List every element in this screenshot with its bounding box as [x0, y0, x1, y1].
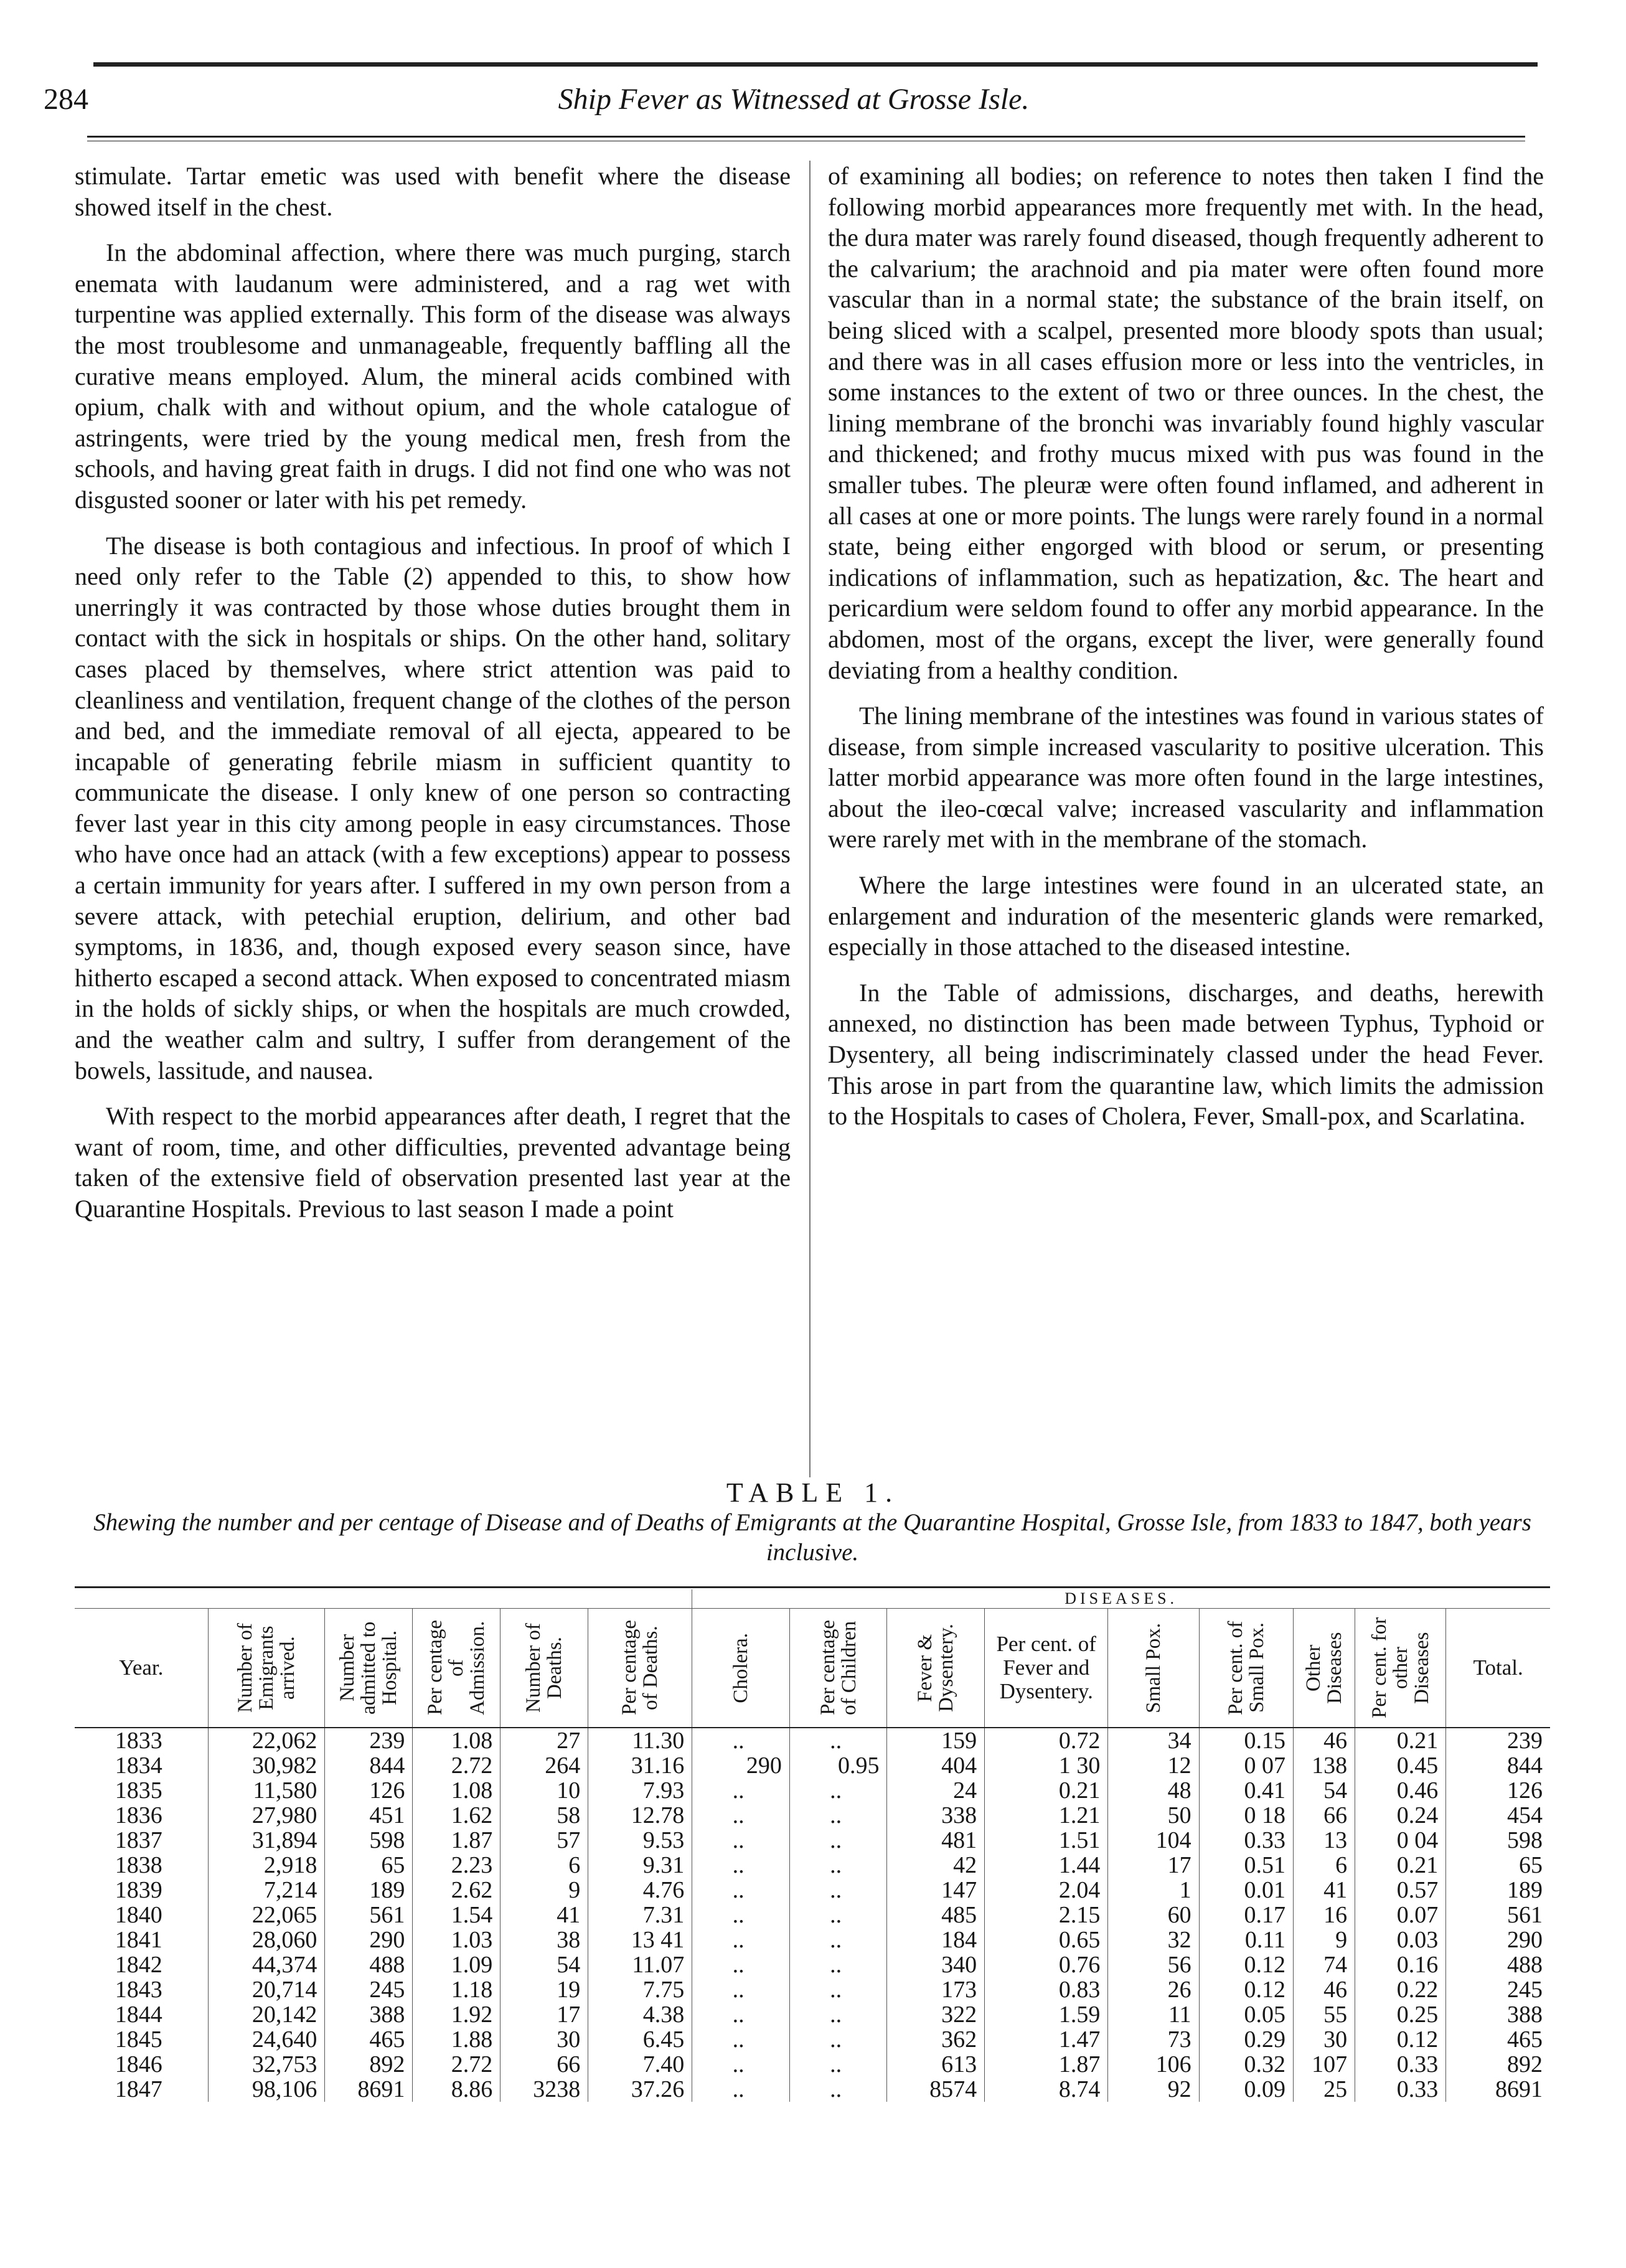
table-cell: 31.16	[588, 1753, 692, 1778]
table-cell: 290	[692, 1753, 790, 1778]
table-cell: 454	[1446, 1803, 1550, 1828]
table-cell: 322	[887, 2002, 985, 2027]
paragraph: With respect to the morbid appearances after death, I regret that the want of room, time, and other difficulties, prevented advantage being taken of the extensive field of observation presented last year at the Quarantine Hospitals. Previous to last season I made a point	[75, 1102, 791, 1223]
table-cell: 7,214	[208, 1878, 325, 1903]
table-cell: 104	[1108, 1828, 1199, 1853]
column-header: Other Diseases	[1293, 1609, 1355, 1728]
table-row	[75, 1828, 1550, 1853]
table-cell: 1.54	[413, 1903, 500, 1927]
column-header: Small Pox.	[1108, 1609, 1199, 1728]
table-cell: 2,918	[208, 1853, 325, 1878]
table-cell: 264	[500, 1753, 588, 1778]
table-cell: 1.47	[985, 2027, 1108, 2052]
table-cell: 892	[325, 2052, 413, 2077]
table-cell: 488	[1446, 1952, 1550, 1977]
table-cell: 1837	[115, 1827, 162, 1853]
table-cell: ..	[692, 2002, 790, 2027]
column-header: Per cent. of Small Pox.	[1199, 1609, 1293, 1728]
column-header: Per centage of Children	[789, 1609, 887, 1728]
table-cell: 2.23	[413, 1853, 500, 1878]
column-header: Per cent. of Fever and Dysentery.	[985, 1609, 1108, 1728]
table-cell: 0.12	[1199, 1952, 1293, 1977]
table-cell: 126	[1446, 1778, 1550, 1803]
table-cell: ..	[789, 2027, 887, 2052]
table-cell: 1.03	[413, 1927, 500, 1952]
table-cell: 26	[1108, 1977, 1199, 2002]
paragraph: Where the large intestines were found in an ulcerated state, an enlargement and induration of the mesenteric glands were remarked, especially in those attached to the diseased intestine.	[828, 871, 1544, 961]
table-cell: 4.38	[588, 2002, 692, 2027]
table-cell: 25	[1293, 2077, 1355, 2102]
table-cell: ..	[789, 1828, 887, 1853]
column-header: Number of Emigrants arrived.	[208, 1609, 325, 1728]
table-cell: 9	[1293, 1927, 1355, 1952]
table-cell: 65	[325, 1853, 413, 1878]
table-cell: 0.83	[985, 1977, 1108, 2002]
table-cell: ..	[789, 1778, 887, 1803]
column-header: Number of Deaths.	[500, 1609, 588, 1728]
table-cell: 44,374	[208, 1952, 325, 1977]
table-cell: 3238	[500, 2077, 588, 2102]
table-cell: 8574	[887, 2077, 985, 2102]
table-body	[75, 1728, 1550, 2102]
table-cell: 0.33	[1355, 2077, 1446, 2102]
table-cell: 290	[1446, 1927, 1550, 1952]
table-row	[75, 2027, 1550, 2052]
table-cell: ..	[789, 1878, 887, 1903]
table-cell: 27,980	[208, 1803, 325, 1828]
table-cell: 0.21	[985, 1778, 1108, 1803]
table-cell: 404	[887, 1753, 985, 1778]
table-cell: 6	[1293, 1853, 1355, 1878]
table-row	[75, 2052, 1550, 2077]
table-cell: 0.21	[1355, 1853, 1446, 1878]
table-cell: ..	[789, 1728, 887, 1753]
table-cell: 0.03	[1355, 1927, 1446, 1952]
table-cell: 892	[1446, 2052, 1550, 2077]
table-row	[75, 1778, 1550, 1803]
table-cell: 598	[1446, 1828, 1550, 1853]
table-cell: 0.21	[1355, 1728, 1446, 1753]
table-cell: 0.09	[1199, 2077, 1293, 2102]
table-cell: ..	[789, 1927, 887, 1952]
table-cell: 34	[1108, 1728, 1199, 1753]
table-cell: 11.07	[588, 1952, 692, 1977]
paragraph: The lining membrane of the intestines was found in various states of disease, from simple increased vascularity to positive ulceration. This latter morbid appearance was more often found in the large intestines, about the ileo-cœcal valve; increased vascularity and inflammation were rarely met with in the membrane of the stomach.	[828, 702, 1544, 854]
paragraph: stimulate. Tartar emetic was used with benefit where the disease showed itself in the chest.	[75, 162, 791, 221]
table-cell: 189	[1446, 1878, 1550, 1903]
table-cell: 485	[887, 1903, 985, 1927]
table-cell: 126	[325, 1778, 413, 1803]
table-cell: 340	[887, 1952, 985, 1977]
column-header: Per centage of Admission.	[413, 1609, 500, 1728]
table-cell: 30,982	[208, 1753, 325, 1778]
right-column	[828, 161, 1544, 1147]
page-number: 284	[44, 83, 88, 116]
table-cell: 74	[1293, 1952, 1355, 1977]
column-header: Per cent. for other Diseases	[1355, 1609, 1446, 1728]
table-cell: 10	[500, 1778, 588, 1803]
table-cell: 7.75	[588, 1977, 692, 2002]
table-cell: 19	[500, 1977, 588, 2002]
table-cell: 0.16	[1355, 1952, 1446, 1977]
table-cell: 37.26	[588, 2077, 692, 2102]
table-cell: 0.57	[1355, 1878, 1446, 1903]
table-cell: 2.72	[413, 1753, 500, 1778]
table-cell: 17	[500, 2002, 588, 2027]
table-cell: 66	[500, 2052, 588, 2077]
table-row	[75, 1977, 1550, 2002]
table-cell: 0.07	[1355, 1903, 1446, 1927]
table-cell: 0 07	[1199, 1753, 1293, 1778]
table-row	[75, 1952, 1550, 1977]
table-cell: 0.41	[1199, 1778, 1293, 1803]
table-cell: 46	[1293, 1728, 1355, 1753]
table-cell: 106	[1108, 2052, 1199, 2077]
table-cell: 1.08	[413, 1778, 500, 1803]
table-cell: 66	[1293, 1803, 1355, 1828]
table-cell: 55	[1293, 2002, 1355, 2027]
table-cell: 147	[887, 1878, 985, 1903]
left-column	[75, 161, 791, 1240]
table-cell: 8.74	[985, 2077, 1108, 2102]
table-cell: 107	[1293, 2052, 1355, 2077]
table-cell: 0 04	[1355, 1828, 1446, 1853]
diseases-group-header: DISEASES.	[692, 1589, 1550, 1609]
table-cell: 60	[1108, 1903, 1199, 1927]
table-cell: 24,640	[208, 2027, 325, 2052]
table-cell: 0.15	[1199, 1728, 1293, 1753]
table-cell: 1	[1108, 1878, 1199, 1903]
table-cell: 1838	[115, 1852, 162, 1878]
table-cell: 362	[887, 2027, 985, 2052]
table-cell: 1.51	[985, 1828, 1108, 1853]
table-cell: 0 18	[1199, 1803, 1293, 1828]
table-cell: 338	[887, 1803, 985, 1828]
paragraph: of examining all bodies; on reference to notes then taken I find the following morbid appearances more frequently met with. In the head, the dura mater was rarely found diseased, though frequently adherent to the calvarium; the arachnoid and pia mater were often found more vascular than in a normal state; the substance of the brain itself, on being sliced with a scalpel, presented more bloody spots than usual; and there was in all cases effusion more or less into the ventricles, in some instances to the extent of two or three ounces. In the chest, the lining membrane of the bronchi was invariably found highly vascular and thickened; and frothy mucus mixed with pus was found in the smaller tubes. The pleuræ were often found inflamed, and adherent in all cases at one or more points. The lungs were rarely found in a normal state, being either engorged with blood or serum, or presenting indications of inflammation, such as hepatization, &c. The heart and pericardium were seldom found to offer any morbid appearance. In the abdomen, most of the organs, except the liver, were generally found deviating from a healthy condition.	[828, 162, 1544, 684]
table-cell: 488	[325, 1952, 413, 1977]
table-caption: Shewing the number and per centage of Disease and of Deaths of Emigrants at the Quarantine Hospital, Grosse Isle, from 1833 to 1847, both years inclusive.	[93, 1509, 1531, 1566]
table-cell: 1.87	[985, 2052, 1108, 2077]
column-header: Total.	[1446, 1609, 1550, 1728]
table-cell: 32	[1108, 1927, 1199, 1952]
table-cell: 13	[1293, 1828, 1355, 1853]
table-cell: ..	[692, 2077, 790, 2102]
top-rule	[93, 62, 1538, 67]
table-cell: 12	[1108, 1753, 1199, 1778]
table-cell: 290	[325, 1927, 413, 1952]
table-cell: 189	[325, 1878, 413, 1903]
table-cell: 1844	[115, 2002, 162, 2028]
table-cell: 173	[887, 1977, 985, 2002]
table-cell: ..	[692, 1803, 790, 1828]
table-cell: 0.01	[1199, 1878, 1293, 1903]
table-cell: ..	[789, 1903, 887, 1927]
table-cell: 0.33	[1355, 2052, 1446, 2077]
table-cell: 0.22	[1355, 1977, 1446, 2002]
table-cell: 0.46	[1355, 1778, 1446, 1803]
paragraph: The disease is both contagious and infectious. In proof of which I need only refer to the Table (2) appended to this, to show how unerringly it was contracted by those whose duties brought them in contact with the sick in hospitals or ships. On the other hand, solitary cases placed by themselves, where strict attention was paid to cleanliness and ventilation, frequent change of the clothes of the person and bed, and the immediate removal of all ejecta, appeared to be incapable of generating febrile miasm in sufficient quantity to communicate the disease. I only knew of one person so contracting fever last year in this city among people in easy circumstances. Those who have once had an attack (with a few exceptions) appear to possess a certain immunity for years after. I suffered in my own person from a severe attack, with petechial eruption, delirium, and other bad symptoms, in 1836, and, though exposed every season since, have hitherto escaped a second attack. When exposed to concentrated miasm in the holds of sickly ships, or when the hospitals are much crowded, and the weather calm and sultry, I suffer from derangement of the bowels, lassitude, and nausea.	[75, 531, 791, 1085]
table-cell: 9.31	[588, 1853, 692, 1878]
table-cell: 16	[1293, 1903, 1355, 1927]
table-cell: 239	[1446, 1728, 1550, 1753]
table-cell: 1.62	[413, 1803, 500, 1828]
table-cell: 245	[325, 1977, 413, 2002]
table-cell: 65	[1446, 1853, 1550, 1878]
table-cell: 54	[500, 1952, 588, 1977]
table-row	[75, 1753, 1550, 1778]
table-cell: 7.40	[588, 2052, 692, 2077]
table-cell: 1834	[115, 1753, 162, 1779]
running-title: Ship Fever as Witnessed at Grosse Isle.	[558, 83, 1030, 116]
table-cell: 184	[887, 1927, 985, 1952]
table-row	[75, 1853, 1550, 1878]
table-cell: 73	[1108, 2027, 1199, 2052]
table-cell: 1836	[115, 1802, 162, 1828]
table-cell: 31,894	[208, 1828, 325, 1853]
paragraph: In the abdominal affection, where there was much purging, starch enemata with laudanum were administered, and a rag wet with turpentine was applied externally. This form of the disease was always the most troublesome and unmanageable, frequently baffling all the curative means employed. Alum, the mineral acids combined with opium, chalk with and without opium, and the whole catalogue of astringents, were tried by the young medical men, fresh from the schools, and having great faith in drugs. I did not find one who was not disgusted sooner or later with his pet remedy.	[75, 238, 791, 514]
table-cell: 13 41	[588, 1927, 692, 1952]
table-cell: ..	[789, 1977, 887, 2002]
table-cell: 38	[500, 1927, 588, 1952]
table-cell: 1840	[115, 1902, 162, 1928]
table-cell: 0.25	[1355, 2002, 1446, 2027]
table-cell: 844	[1446, 1753, 1550, 1778]
data-table	[75, 1589, 1550, 2102]
table-row	[75, 1803, 1550, 1828]
table-cell: 56	[1108, 1952, 1199, 1977]
table-cell: 1.87	[413, 1828, 500, 1853]
table-cell: 1843	[115, 1977, 162, 2003]
table-cell: 1.18	[413, 1977, 500, 2002]
table-cell: 1833	[115, 1728, 162, 1754]
table-cell: 0.76	[985, 1952, 1108, 1977]
table-cell: ..	[789, 1853, 887, 1878]
table-cell: 22,065	[208, 1903, 325, 1927]
table-cell: 1839	[115, 1877, 162, 1903]
table-cell: 22,062	[208, 1728, 325, 1753]
table-cell: ..	[692, 2027, 790, 2052]
table-cell: 0.29	[1199, 2027, 1293, 2052]
table-cell: 245	[1446, 1977, 1550, 2002]
table-cell: 57	[500, 1828, 588, 1853]
table-cell: 8691	[1446, 2077, 1550, 2102]
table-cell: ..	[692, 1977, 790, 2002]
table-cell: 1.59	[985, 2002, 1108, 2027]
table-cell: 8691	[325, 2077, 413, 2102]
table-cell: 48	[1108, 1778, 1199, 1803]
table-cell: 159	[887, 1728, 985, 1753]
table-cell: 92	[1108, 2077, 1199, 2102]
table-cell: ..	[789, 1803, 887, 1828]
table-cell: 0.11	[1199, 1927, 1293, 1952]
table-cell: 24	[887, 1778, 985, 1803]
table-cell: 0.12	[1355, 2027, 1446, 2052]
table-cell: ..	[692, 1878, 790, 1903]
table-cell: 12.78	[588, 1803, 692, 1828]
paragraph: In the Table of admissions, discharges, and deaths, herewith annexed, no distinction has been made between Typhus, Typhoid or Dysentery, all being indiscriminately classed under the head Fever. This arose in part from the quarantine law, which limits the admission to the Hospitals to cases of Cholera, Fever, Small-pox, and Scarlatina.	[828, 978, 1544, 1131]
table-cell: 598	[325, 1828, 413, 1853]
table-cell: 1845	[115, 2026, 162, 2053]
table-cell: 42	[887, 1853, 985, 1878]
table-cell: ..	[789, 2002, 887, 2027]
table-cell: 239	[325, 1728, 413, 1753]
table-row	[75, 2077, 1550, 2102]
table-cell: 844	[325, 1753, 413, 1778]
table-cell: 2.62	[413, 1878, 500, 1903]
table-cell: 1.08	[413, 1728, 500, 1753]
column-header: Fever & Dysentery.	[887, 1609, 985, 1728]
table-cell: ..	[692, 1903, 790, 1927]
table-cell: 0.32	[1199, 2052, 1293, 2077]
table-cell: 98,106	[208, 2077, 325, 2102]
table-cell: 41	[1293, 1878, 1355, 1903]
table-cell: 30	[500, 2027, 588, 2052]
table-cell: 465	[1446, 2027, 1550, 2052]
table-cell: 1841	[115, 1927, 162, 1953]
table-cell: 138	[1293, 1753, 1355, 1778]
table-cell: 50	[1108, 1803, 1199, 1828]
table-cell: 7.93	[588, 1778, 692, 1803]
table-cell: 4.76	[588, 1878, 692, 1903]
table-cell: 0.33	[1199, 1828, 1293, 1853]
table-cell: 2.72	[413, 2052, 500, 2077]
table-cell: 1.09	[413, 1952, 500, 1977]
table-cell: 20,142	[208, 2002, 325, 2027]
column-header: Year.	[75, 1609, 208, 1728]
table-cell: 1835	[115, 1777, 162, 1804]
table-cell: ..	[692, 2052, 790, 2077]
table-cell: ..	[789, 2052, 887, 2077]
table-cell: ..	[692, 1952, 790, 1977]
table-cell: 0.45	[1355, 1753, 1446, 1778]
table-cell: 561	[325, 1903, 413, 1927]
table-row	[75, 1728, 1550, 1753]
table-cell: 11	[1108, 2002, 1199, 2027]
table-cell: 0.72	[985, 1728, 1108, 1753]
column-header: Cholera.	[692, 1609, 790, 1728]
table-cell: 0.05	[1199, 2002, 1293, 2027]
table-cell: 2.15	[985, 1903, 1108, 1927]
table-cell: 0.12	[1199, 1977, 1293, 2002]
table-cell: ..	[692, 1853, 790, 1878]
table-cell: ..	[789, 2077, 887, 2102]
table-cell: 41	[500, 1903, 588, 1927]
table-cell: 0.95	[789, 1753, 887, 1778]
table-cell: 0.24	[1355, 1803, 1446, 1828]
table-cell: 0.17	[1199, 1903, 1293, 1927]
table-cell: 11,580	[208, 1778, 325, 1803]
table-cell: 9	[500, 1878, 588, 1903]
table-cell: 561	[1446, 1903, 1550, 1927]
table-cell: ..	[692, 1728, 790, 1753]
table-cell: 32,753	[208, 2052, 325, 2077]
table-cell: 30	[1293, 2027, 1355, 2052]
table-cell: 6	[500, 1853, 588, 1878]
table-row	[75, 1903, 1550, 1927]
table-cell: 1.21	[985, 1803, 1108, 1828]
table-cell: 27	[500, 1728, 588, 1753]
table-cell: 46	[1293, 1977, 1355, 2002]
table-cell: 8.86	[413, 2077, 500, 2102]
table-cell: 451	[325, 1803, 413, 1828]
table-cell: 0.65	[985, 1927, 1108, 1952]
table-row	[75, 1927, 1550, 1952]
table-cell: 1846	[115, 2051, 162, 2077]
column-divider	[809, 161, 811, 1477]
column-header: Per centage of Deaths.	[588, 1609, 692, 1728]
table-row	[75, 2002, 1550, 2027]
table-cell: 388	[325, 2002, 413, 2027]
table-cell: 613	[887, 2052, 985, 2077]
table-cell: 54	[1293, 1778, 1355, 1803]
table-cell: ..	[692, 1828, 790, 1853]
table-cell: 1.92	[413, 2002, 500, 2027]
table-cell: 388	[1446, 2002, 1550, 2027]
table-cell: 6.45	[588, 2027, 692, 2052]
header-rule	[87, 136, 1525, 138]
table-cell: 1.44	[985, 1853, 1108, 1878]
table-cell: 7.31	[588, 1903, 692, 1927]
table-cell: ..	[692, 1927, 790, 1952]
table-cell: 1.88	[413, 2027, 500, 2052]
table-cell: 17	[1108, 1853, 1199, 1878]
table-cell: 20,714	[208, 1977, 325, 2002]
table-cell: 58	[500, 1803, 588, 1828]
table-cell: 11.30	[588, 1728, 692, 1753]
table-cell: 1842	[115, 1952, 162, 1978]
table-cell: 2.04	[985, 1878, 1108, 1903]
table-title: TABLE 1.	[726, 1477, 900, 1508]
table-top-rule	[75, 1586, 1550, 1588]
table-cell: 481	[887, 1828, 985, 1853]
column-header: Number admitted to Hospital.	[325, 1609, 413, 1728]
table-cell: 9.53	[588, 1828, 692, 1853]
table-cell: ..	[789, 1952, 887, 1977]
page-header	[44, 82, 1544, 132]
table-cell: 28,060	[208, 1927, 325, 1952]
table-cell: 1 30	[985, 1753, 1108, 1778]
table-cell: 0.51	[1199, 1853, 1293, 1878]
table-cell: 1847	[115, 2076, 162, 2102]
table-cell: 465	[325, 2027, 413, 2052]
table-row	[75, 1878, 1550, 1903]
table-cell: ..	[692, 1778, 790, 1803]
